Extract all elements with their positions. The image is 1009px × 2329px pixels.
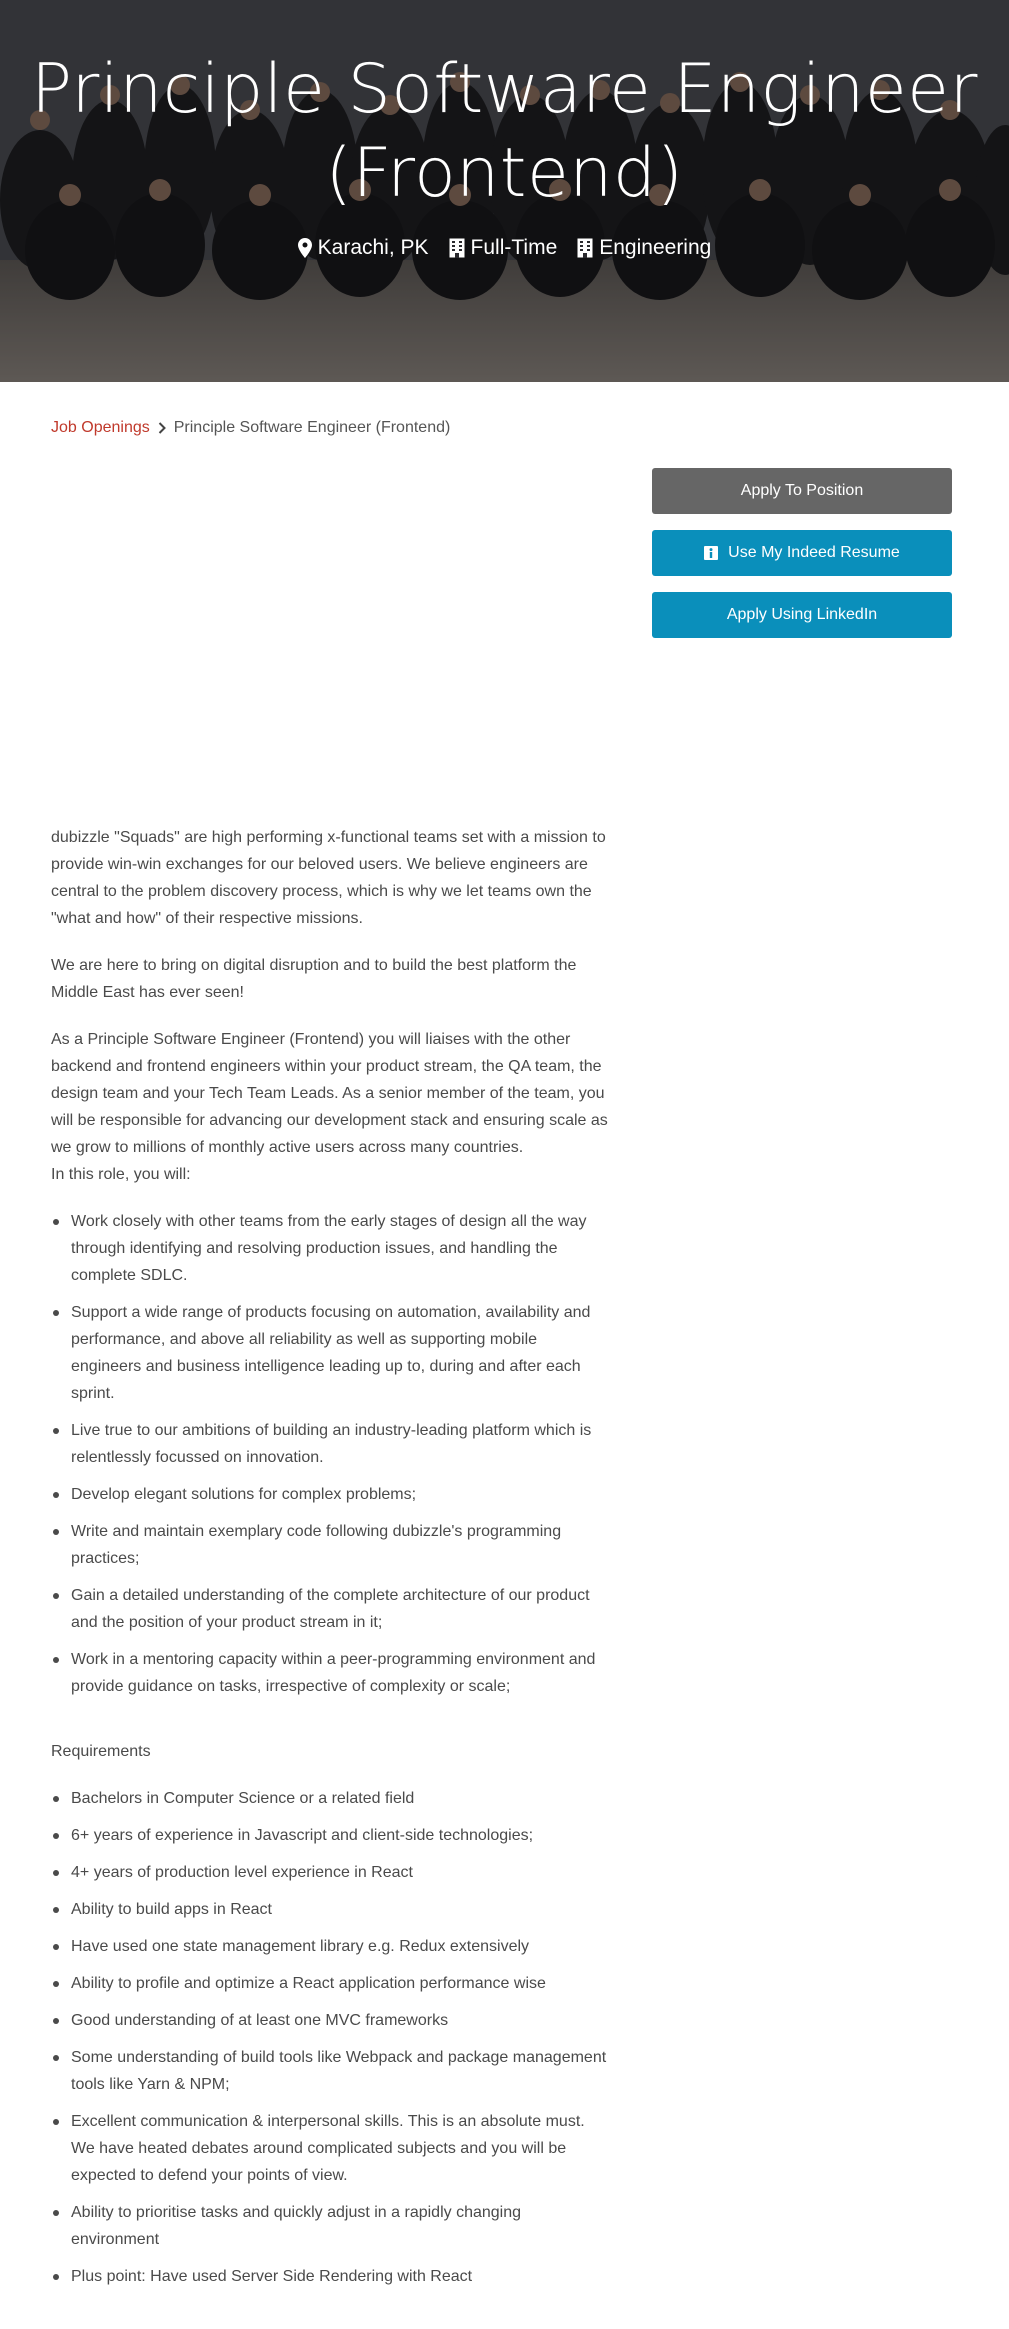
list-item: Ability to build apps in React [51,1896,611,1923]
indeed-logo-icon [704,546,718,560]
responsibilities-list [51,1208,611,1700]
job-title [0,48,1009,216]
hero-banner [0,0,1009,382]
list-item: Have used one state management library e.g. Redux extensively [51,1933,611,1960]
building-icon [449,238,465,258]
job-title-line-2: (Frontend) [325,134,684,213]
list-item: Excellent communication & interpersonal skills. This is an absolute must. We have heated debates around complicated subjects and you will be expected to defend your points of view. [51,2108,611,2189]
apply-to-position-label: Apply To Position [740,482,864,499]
job-department-text: Engineering [599,236,712,259]
breadcrumb-current: Principle Software Engineer (Frontend) [173,419,451,436]
list-item: Develop elegant solutions for complex problems; [51,1481,611,1508]
breadcrumb-job-openings-link[interactable]: Job Openings [51,419,150,436]
building-icon [577,238,593,258]
apply-linkedin-label: Apply Using LinkedIn [726,606,878,623]
chevron-right-icon [158,422,166,434]
list-item: Ability to prioritise tasks and quickly adjust in a rapidly changing environment [51,2199,611,2253]
indeed-resume-button[interactable] [652,530,952,576]
description-paragraph-4: In this role, you will: [51,1166,191,1183]
list-item: Good understanding of at least one MVC frameworks [51,2007,611,2034]
indeed-resume-label: Use My Indeed Resume [728,544,900,561]
job-title-line-1: Principle Software Engineer [31,50,978,129]
apply-to-position-button[interactable] [652,468,952,514]
job-meta [0,236,1009,260]
list-item: Work closely with other teams from the early stages of design all the way through identifying and resolving production issues, and handling the complete SDLC. [51,1208,611,1289]
list-item: Some understanding of build tools like Webpack and package management tools like Yarn & NPM; [51,2044,611,2098]
job-description [51,824,611,2300]
list-item: 4+ years of production level experience in React [51,1859,611,1886]
apply-actions [652,468,952,638]
list-item: Live true to our ambitions of building an industry-leading platform which is relentlessly focussed on innovation. [51,1417,611,1471]
map-pin-icon [298,238,312,258]
list-item: Bachelors in Computer Science or a related field [51,1785,611,1812]
description-paragraph-2: We are here to bring on digital disruption and to build the best platform the Middle East has ever seen! [51,957,577,1001]
list-item: Support a wide range of products focusing on automation, availability and performance, and above all reliability as well as supporting mobile engineers and business intelligence leading up to, during and after each sprint. [51,1299,611,1407]
job-type [449,236,558,260]
job-type-text: Full-Time [470,236,558,259]
list-item: Gain a detailed understanding of the complete architecture of our product and the position of your product stream in it; [51,1582,611,1636]
requirements-heading: Requirements [51,1743,151,1760]
apply-linkedin-button[interactable] [652,592,952,638]
list-item: Write and maintain exemplary code following dubizzle's programming practices; [51,1518,611,1572]
list-item: Plus point: Have used Server Side Rendering with React [51,2263,611,2290]
list-item: Work in a mentoring capacity within a peer-programming environment and provide guidance on tasks, irrespective of complexity or scale; [51,1646,611,1700]
job-department [577,236,711,260]
requirements-list [51,1785,611,2290]
job-location-text: Karachi, PK [317,236,429,259]
list-item: Ability to profile and optimize a React application performance wise [51,1970,611,1997]
list-item: 6+ years of experience in Javascript and client-side technologies; [51,1822,611,1849]
description-paragraph-3: As a Principle Software Engineer (Frontend) you will liaises with the other backend and frontend engineers within your product stream, the QA team, the design team and your Tech Team Leads. As a senior member of the team, you will be responsible for advancing our development stack and ensuring scale as we grow to millions of monthly active users across many countries. [51,1031,608,1156]
breadcrumb [51,419,450,437]
description-paragraph-1: dubizzle "Squads" are high performing x-functional teams set with a mission to provide win-win exchanges for our beloved users. We believe engineers are central to the problem discovery process, which is why we let teams own the "what and how" of their respective missions. [51,829,606,927]
job-location [298,236,429,260]
